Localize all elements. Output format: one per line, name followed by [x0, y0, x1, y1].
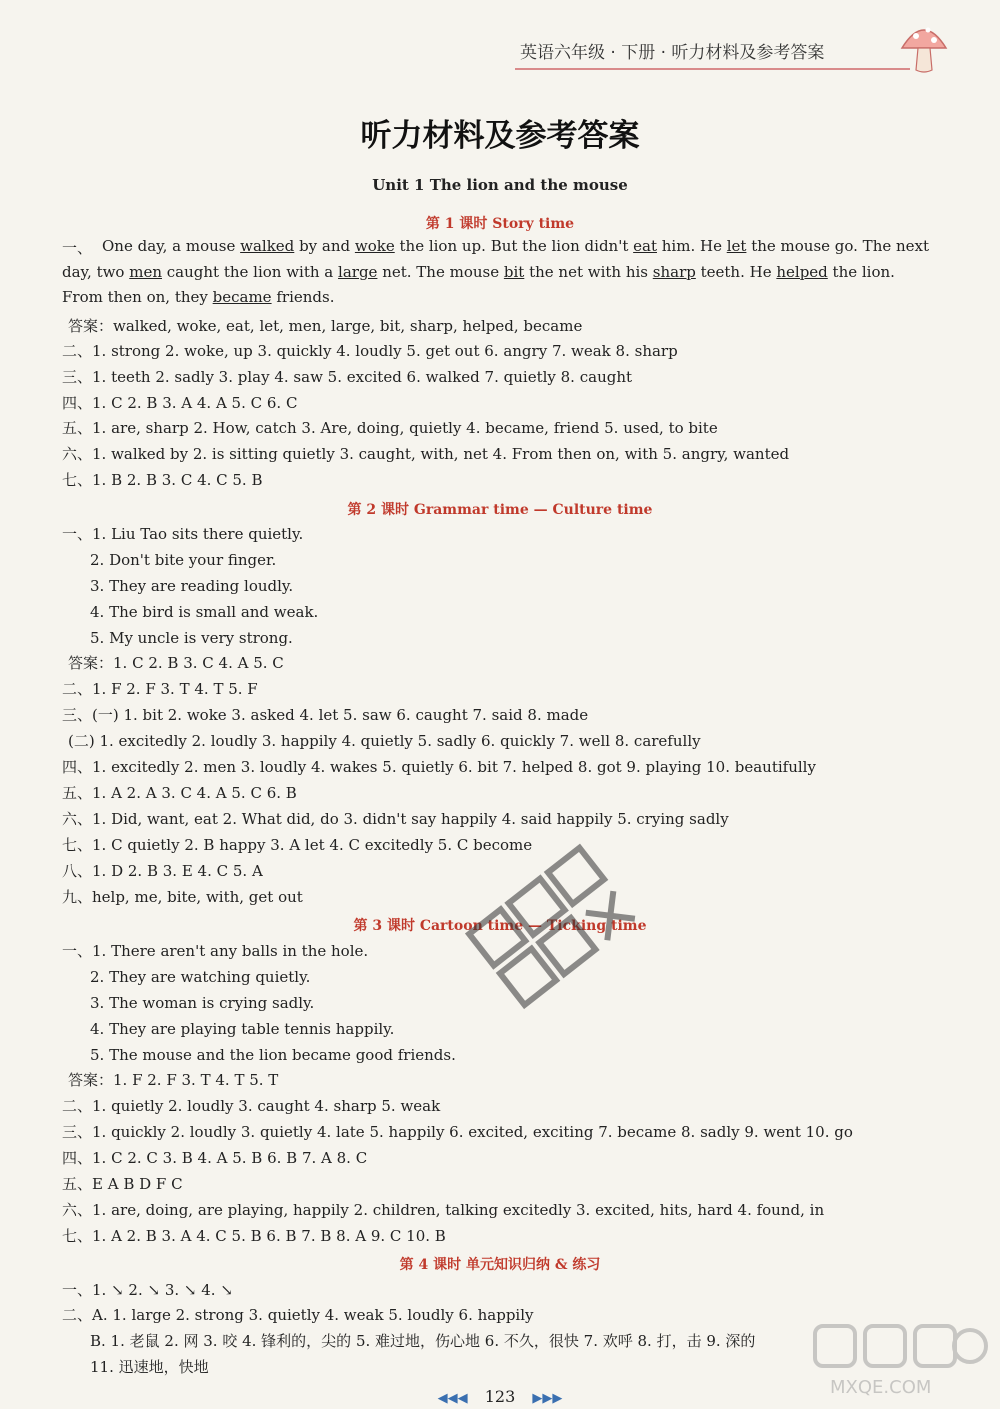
- story-answer-word: eat: [633, 237, 657, 255]
- answer-line: 二、A. 1. large 2. strong 3. quietly 4. weak 5. loudly 6. happily: [62, 1306, 534, 1324]
- story-text: net. The mouse: [377, 262, 504, 281]
- answer-line: 五、E A B D F C: [62, 1175, 183, 1193]
- answer-line: B. 1. 老鼠 2. 网 3. 咬 4. 锋利的，尖的 5. 难过地，伤心地 6. 不久，很快 7. 欢呼 8. 打，击 9. 深的: [90, 1332, 756, 1350]
- answer-line: 八、1. D 2. B 3. E 4. C 5. A: [62, 862, 263, 880]
- story-answer-word: woke: [354, 237, 395, 255]
- page-number: 123: [484, 1387, 516, 1406]
- answer-line: 三、1. teeth 2. sadly 3. play 4. saw 5. excited 6. walked 7. quietly 8. caught: [62, 368, 633, 386]
- answer-line: 七、1. B 2. B 3. C 4. C 5. B: [62, 471, 263, 489]
- story-answer-word: became: [212, 288, 272, 306]
- story-text: the lion up. But the lion didn't: [394, 237, 634, 255]
- story-answer-word: bit: [503, 262, 525, 281]
- answer-line: 一、1. Liu Tao sits there quietly.: [62, 525, 304, 543]
- story-text: the mouse go. The next day, two: [62, 237, 930, 281]
- answer-line: 4. The bird is small and weak.: [90, 603, 319, 621]
- header-divider: [515, 68, 910, 70]
- answer-line: 二、1. quietly 2. loudly 3. caught 4. sharp 5. weak: [62, 1097, 441, 1115]
- story-text: the lion. From then on, they: [62, 262, 895, 306]
- answer-line: 三、(一) 1. bit 2. woke 3. asked 4. let 5. saw 6. caught 7. said 8. made: [62, 706, 589, 724]
- answer-line: 九、help, me, bite, with, get out: [62, 888, 303, 906]
- story-answer-word: men: [129, 262, 162, 281]
- svg-text:MXQE.COM: MXQE.COM: [830, 1377, 932, 1398]
- lesson-2-heading: 第 2 课时 Grammar time — Culture time: [347, 502, 653, 518]
- story-answer-word: large: [338, 262, 378, 281]
- story-text: One day, a mouse: [102, 237, 241, 255]
- answer-line: 3. The woman is crying sadly.: [90, 994, 315, 1012]
- story-answer-word: walked: [240, 237, 295, 255]
- answer-line: 六、1. walked by 2. is sitting quietly 3. caught, with, net 4. From then on, with 5. angry, wanted: [62, 445, 790, 463]
- answer-line: 2. Don't bite your finger.: [90, 551, 277, 569]
- story-text: the net with his: [524, 262, 653, 281]
- answer-line: 四、1. C 2. C 3. B 4. A 5. B 6. B 7. A 8. C: [62, 1149, 368, 1167]
- answer-line: 三、1. quickly 2. loudly 3. quietly 4. late 5. happily 6. excited, exciting 7. became 8. sadly 9. went 10. go: [62, 1123, 853, 1141]
- story-answer-word: helped: [776, 262, 828, 281]
- answer-line: 答案：1. F 2. F 3. T 4. T 5. T: [68, 1071, 279, 1089]
- story-text: friends.: [271, 288, 335, 306]
- running-header-text: 英语六年级 · 下册 · 听力材料及参考答案: [520, 42, 825, 63]
- answer-line: 七、1. A 2. B 3. A 4. C 5. B 6. B 7. B 8. A 9. C 10. B: [62, 1227, 446, 1245]
- answer-line: 5. The mouse and the lion became good friends.: [90, 1046, 456, 1064]
- answer-line: 一、1. ↘ 2. ↘ 3. ↘ 4. ↘: [62, 1281, 233, 1299]
- answer-line: 六、1. Did, want, eat 2. What did, do 3. didn't say happily 4. said happily 5. crying sadly: [62, 810, 729, 828]
- lesson-1-heading: 第 1 课时 Story time: [425, 216, 575, 232]
- answer-line: 七、1. C quietly 2. B happy 3. A let 4. C excitedly 5. C become: [62, 836, 533, 854]
- answer-line: 四、1. excitedly 2. men 3. loudly 4. wakes 5. quietly 6. bit 7. helped 8. got 9. playing 10. beautifully: [62, 758, 816, 776]
- answer-line: 答案：1. C 2. B 3. C 4. A 5. C: [68, 654, 284, 672]
- answer-line: 5. My uncle is very strong.: [90, 629, 293, 647]
- stamp-mark: [455, 800, 685, 1050]
- mushroom-icon: [898, 18, 950, 78]
- footer-right-arrows: ▶▶▶: [532, 1391, 563, 1406]
- lesson-3-heading: 第 3 课时 Cartoon time — Ticking time: [353, 918, 647, 934]
- unit-title: Unit 1 The lion and the mouse: [372, 176, 628, 194]
- running-header: [520, 30, 824, 70]
- answer-line: 二、1. F 2. F 3. T 4. T 5. F: [62, 680, 258, 698]
- story-answer-word: sharp: [652, 262, 696, 281]
- answer-line: 2. They are watching quietly.: [90, 968, 311, 986]
- answer-line: 五、1. are, sharp 2. How, catch 3. Are, doing, quietly 4. became, friend 5. used, to bite: [62, 419, 718, 437]
- answer-line: 一、1. There aren't any balls in the hole.: [62, 942, 369, 960]
- answer-line: 五、1. A 2. A 3. C 4. A 5. C 6. B: [62, 784, 297, 802]
- page-footer: [0, 1387, 1000, 1406]
- answer-line: (二) 1. excitedly 2. loudly 3. happily 4. quietly 5. sadly 6. quickly 7. well 8. carefully: [68, 732, 701, 750]
- story-text: him. He: [657, 237, 727, 255]
- story-answer-word: let: [726, 237, 747, 255]
- footer-left-arrows: ◀◀◀: [437, 1391, 468, 1406]
- answer-line: 3. They are reading loudly.: [90, 577, 294, 595]
- story-section-number: 一、: [62, 239, 93, 257]
- lesson-4-heading: 第 4 课时 单元知识归纳 & 练习: [399, 1257, 601, 1273]
- story-text: caught the lion with a: [162, 262, 339, 281]
- answer-line: 4. They are playing table tennis happily.: [90, 1020, 395, 1038]
- answer-line: 六、1. are, doing, are playing, happily 2. children, talking excitedly 3. excited, hits, hard 4. found, in: [62, 1201, 825, 1219]
- page-title: 听力材料及参考答案: [360, 118, 640, 154]
- answer-line: 二、1. strong 2. woke, up 3. quickly 4. loudly 5. get out 6. angry 7. weak 8. sharp: [62, 342, 678, 360]
- answer-line: 11. 迅速地，快地: [90, 1358, 209, 1376]
- story-paragraph: [62, 234, 930, 311]
- answer-line: 答案：walked, woke, eat, let, men, large, bit, sharp, helped, became: [68, 317, 583, 335]
- story-text: teeth. He: [695, 262, 777, 281]
- answer-line: 四、1. C 2. B 3. A 4. A 5. C 6. C: [62, 394, 298, 412]
- story-text: by and: [294, 237, 355, 255]
